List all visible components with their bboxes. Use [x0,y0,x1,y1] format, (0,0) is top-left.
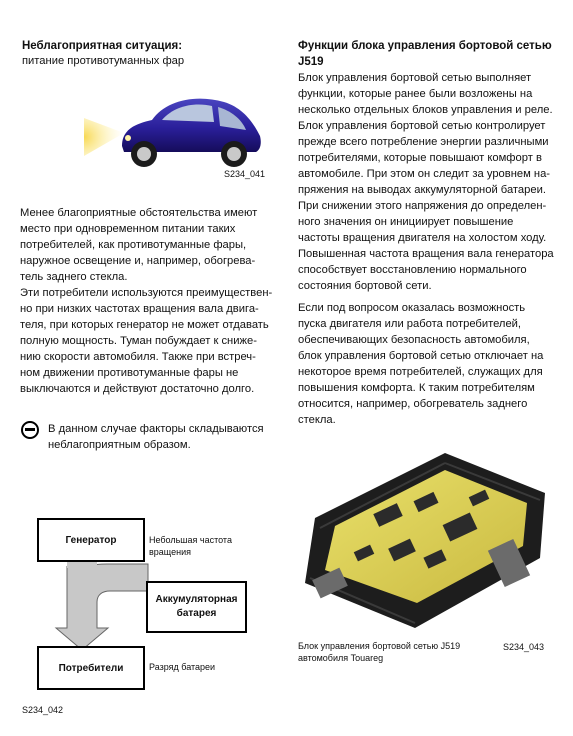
paragraph-line: повышения комфорта. К таким потребителям [298,382,535,394]
right-paragraph-2 [298,300,543,428]
speed-note-line: вращения [149,547,191,557]
paragraph-line: обеспечивающих безопасность автомобиля, [298,334,530,346]
right-heading [298,38,552,70]
left-heading: Неблагоприятная ситуация: [22,40,183,52]
battery-label: батарея [176,608,217,619]
paragraph-line: ного значения он инициирует повышение [298,216,514,228]
battery-label: Аккумуляторная [155,594,238,605]
right-heading-line: Функции блока управления бортовой сетью [298,40,552,52]
paragraph-line: потребителей, как противотуманные фары, [20,239,247,251]
paragraph-line: потребителями, которые повышают комфорт в [298,152,542,164]
paragraph-line: функции, которые ранее были возложены на [298,88,533,100]
paragraph-line: Если под вопросом оказалась возможность [298,302,526,314]
right-paragraph-1 [298,70,554,294]
control-unit-j519-image [295,448,550,633]
paragraph-line: пуска двигателя или работа потребителей, [298,318,522,330]
paragraph-line: При снижении этого напряжения до определен- [298,200,547,212]
paragraph-line: нию скорости автомобиля. Также при встреч- [20,351,256,363]
paragraph-line: способствует восстановлению нормального [298,264,527,276]
speed-note [149,534,232,558]
paragraph-line: состояния бортовой сети. [298,280,432,292]
generator-box [37,518,145,562]
paragraph-line: Эти потребители используются преимуществен- [20,287,273,299]
car-with-fog-lights-image [84,86,270,170]
paragraph-line: частоты вращения двигателя на холостом ходу. [298,232,547,244]
paragraph-line: теля, при которых генератор не может отдавать [20,319,269,331]
consumers-label: Потребители [58,662,124,674]
diagram-figure-code: S234_042 [22,705,64,715]
paragraph-line: наружное освещение и, например, обогрева- [20,255,256,267]
generator-label: Генератор [65,534,117,546]
paragraph-line: Блок управления бортовой сетью выполняет [298,72,532,84]
paragraph-line: автомобиле. При этом он следит за уровнем на- [298,168,551,180]
paragraph-line: Менее благоприятные обстоятельства имеют [20,207,258,219]
left-subheading: питание противотуманных фар [22,55,185,67]
note-line: В данном случае факторы складываются [48,423,264,435]
paragraph-line: Повышенная частота вращения вала генератора [298,248,554,260]
control-unit-figure-code: S234_043 [503,642,545,652]
paragraph-line: но при низких частотах вращения вала двига- [20,303,259,315]
control-unit-caption [298,640,460,664]
note-line: неблагоприятным образом. [48,439,191,451]
paragraph-line: относится, например, обогреватель заднего [298,398,528,410]
paragraph-line: полную мощность. Туман побуждает к сниже- [20,335,257,347]
battery-box [146,581,247,633]
paragraph-line: некоторое время потребителей, служащих для [298,366,543,378]
paragraph-line: Блок управления бортовой сетью контролирует [298,120,546,132]
note-text [48,421,264,453]
caption-line: автомобиля Touareg [298,653,384,663]
minus-circle-icon [21,421,39,439]
paragraph-line: пряжения на выводах аккумуляторной батареи. [298,184,546,196]
speed-note-line: Небольшая частота [149,535,232,545]
right-heading-line: J519 [298,56,324,68]
paragraph-line: стекла. [298,414,336,426]
paragraph-line: ном движении противотуманные фары не [20,367,239,379]
consumers-box [37,646,145,690]
paragraph-line: несколько отдельных блоков управления и реле. [298,104,553,116]
car-figure-code: S234_041 [224,169,266,179]
paragraph-line: прежде всего потребление энергии различными [298,136,549,148]
paragraph-line: тель заднего стекла. [20,271,128,283]
caption-line: Блок управления бортовой сетью J519 [298,641,461,651]
paragraph-line: место при одновременном питании таких [20,223,236,235]
paragraph-line: выключаются и действуют достаточно долго. [20,383,255,395]
discharge-note: Разряд батареи [149,662,216,672]
left-paragraph [20,205,272,397]
paragraph-line: блок управления бортовой сетью отключает на [298,350,544,362]
